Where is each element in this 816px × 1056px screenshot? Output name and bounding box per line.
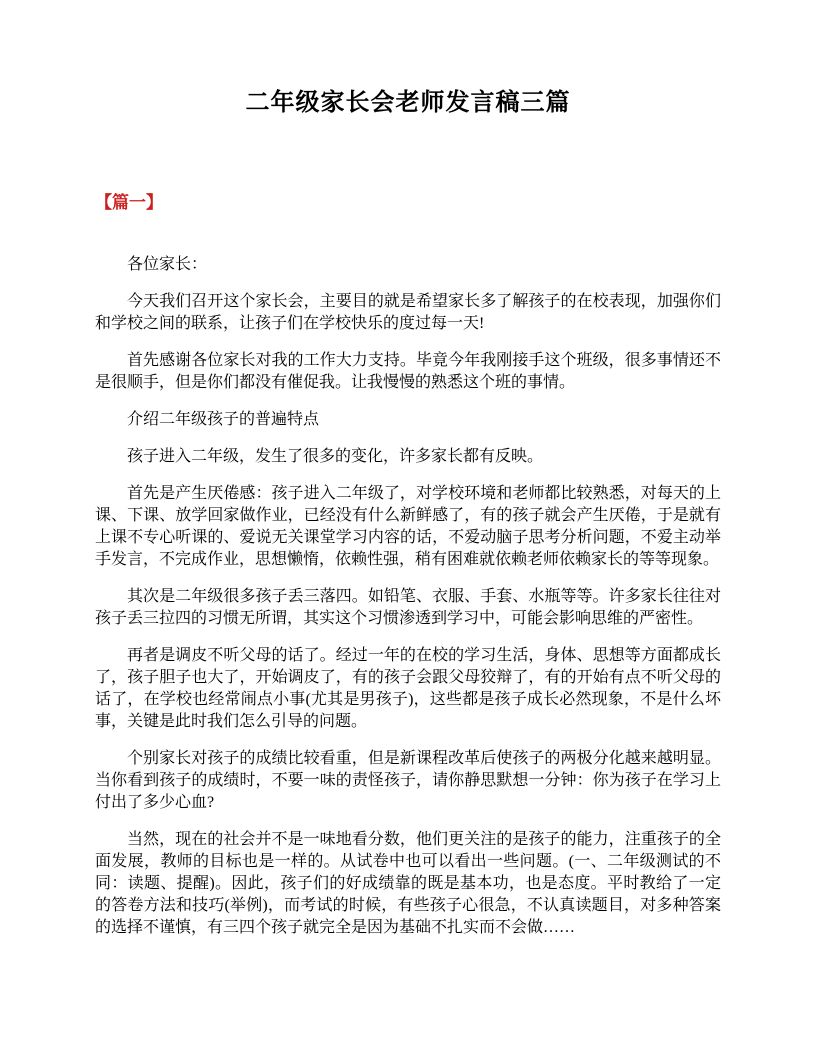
paragraph: 首先感谢各位家长对我的工作大力支持。毕竟今年我刚接手这个班级，很多事情还不是很顺手，但是你们都没有催促我。让我慢慢的熟悉这个班的事情。: [95, 352, 721, 391]
paragraph: 再者是调皮不听父母的话了。经过一年的在校的学习生活，身体、思想等方面都成长了，孩子胆子也大了，开始调皮了，有的孩子会跟父母狡辩了，有的开始有点不听父母的话了，在学校也经常闹点小事(尤其是男孩子)，这些都是孩子成长必然现象，不是什么坏事，关键是此时我们怎么引导的问题。: [95, 647, 721, 730]
paragraph: 个别家长对孩子的成绩比较看重，但是新课程改革后使孩子的两极分化越来越明显。当你看到孩子的成绩时，不要一味的责怪孩子，请你静思默想一分钟：你为孩子在学习上付出了多少心血?: [95, 750, 721, 811]
paragraph: 今天我们召开这个家长会，主要目的就是希望家长多了解孩子的在校表现，加强你们和学校之间的联系，让孩子们在学校快乐的度过每一天!: [95, 293, 721, 332]
paragraph: 当然，现在的社会并不是一味地看分数，他们更关注的是孩子的能力，注重孩子的全面发展，教师的目标也是一样的。从试卷中也可以看出一些问题。(一、二年级测试的不同：读题、提醒)。因此，孩子们的好成绩靠的既是基本功，也是态度。平时教给了一定的答卷方法和技巧(举例)，而考试的时候，有些孩子心很急，不认真读题目，对多种答案的选择不谨慎，有三四个孩子就完全是因为基础不扎实而不会做……: [95, 831, 721, 936]
paragraph: 首先是产生厌倦感：孩子进入二年级了，对学校环境和老师都比较熟悉，对每天的上课、下课、放学回家做作业，已经没有什么新鲜感了，有的孩子就会产生厌倦，于是就有上课不专心听课的、爱说无关课堂学习内容的话，不爱动脑子思考分析问题，不爱主动举手发言，不完成作业，思想懒惰，依赖性强，稍有困难就依赖老师依赖家长的等等现象。: [95, 485, 721, 568]
paragraph: 孩子进入二年级，发生了很多的变化，许多家长都有反映。: [127, 448, 544, 465]
section-heading-part-one: 【篇一】: [95, 193, 163, 212]
document-title: 二年级家长会老师发言稿三篇: [245, 90, 571, 116]
paragraph-salutation: 各位家长：: [127, 256, 208, 273]
document-body: [95, 254, 721, 939]
paragraph: 介绍二年级孩子的普遍特点: [127, 411, 320, 428]
paragraph: 其次是二年级很多孩子丢三落四。如铅笔、衣服、手套、水瓶等等。许多家长往往对孩子丢三拉四的习惯无所谓，其实这个习惯渗透到学习中，可能会影响思维的严密性。: [95, 588, 721, 627]
